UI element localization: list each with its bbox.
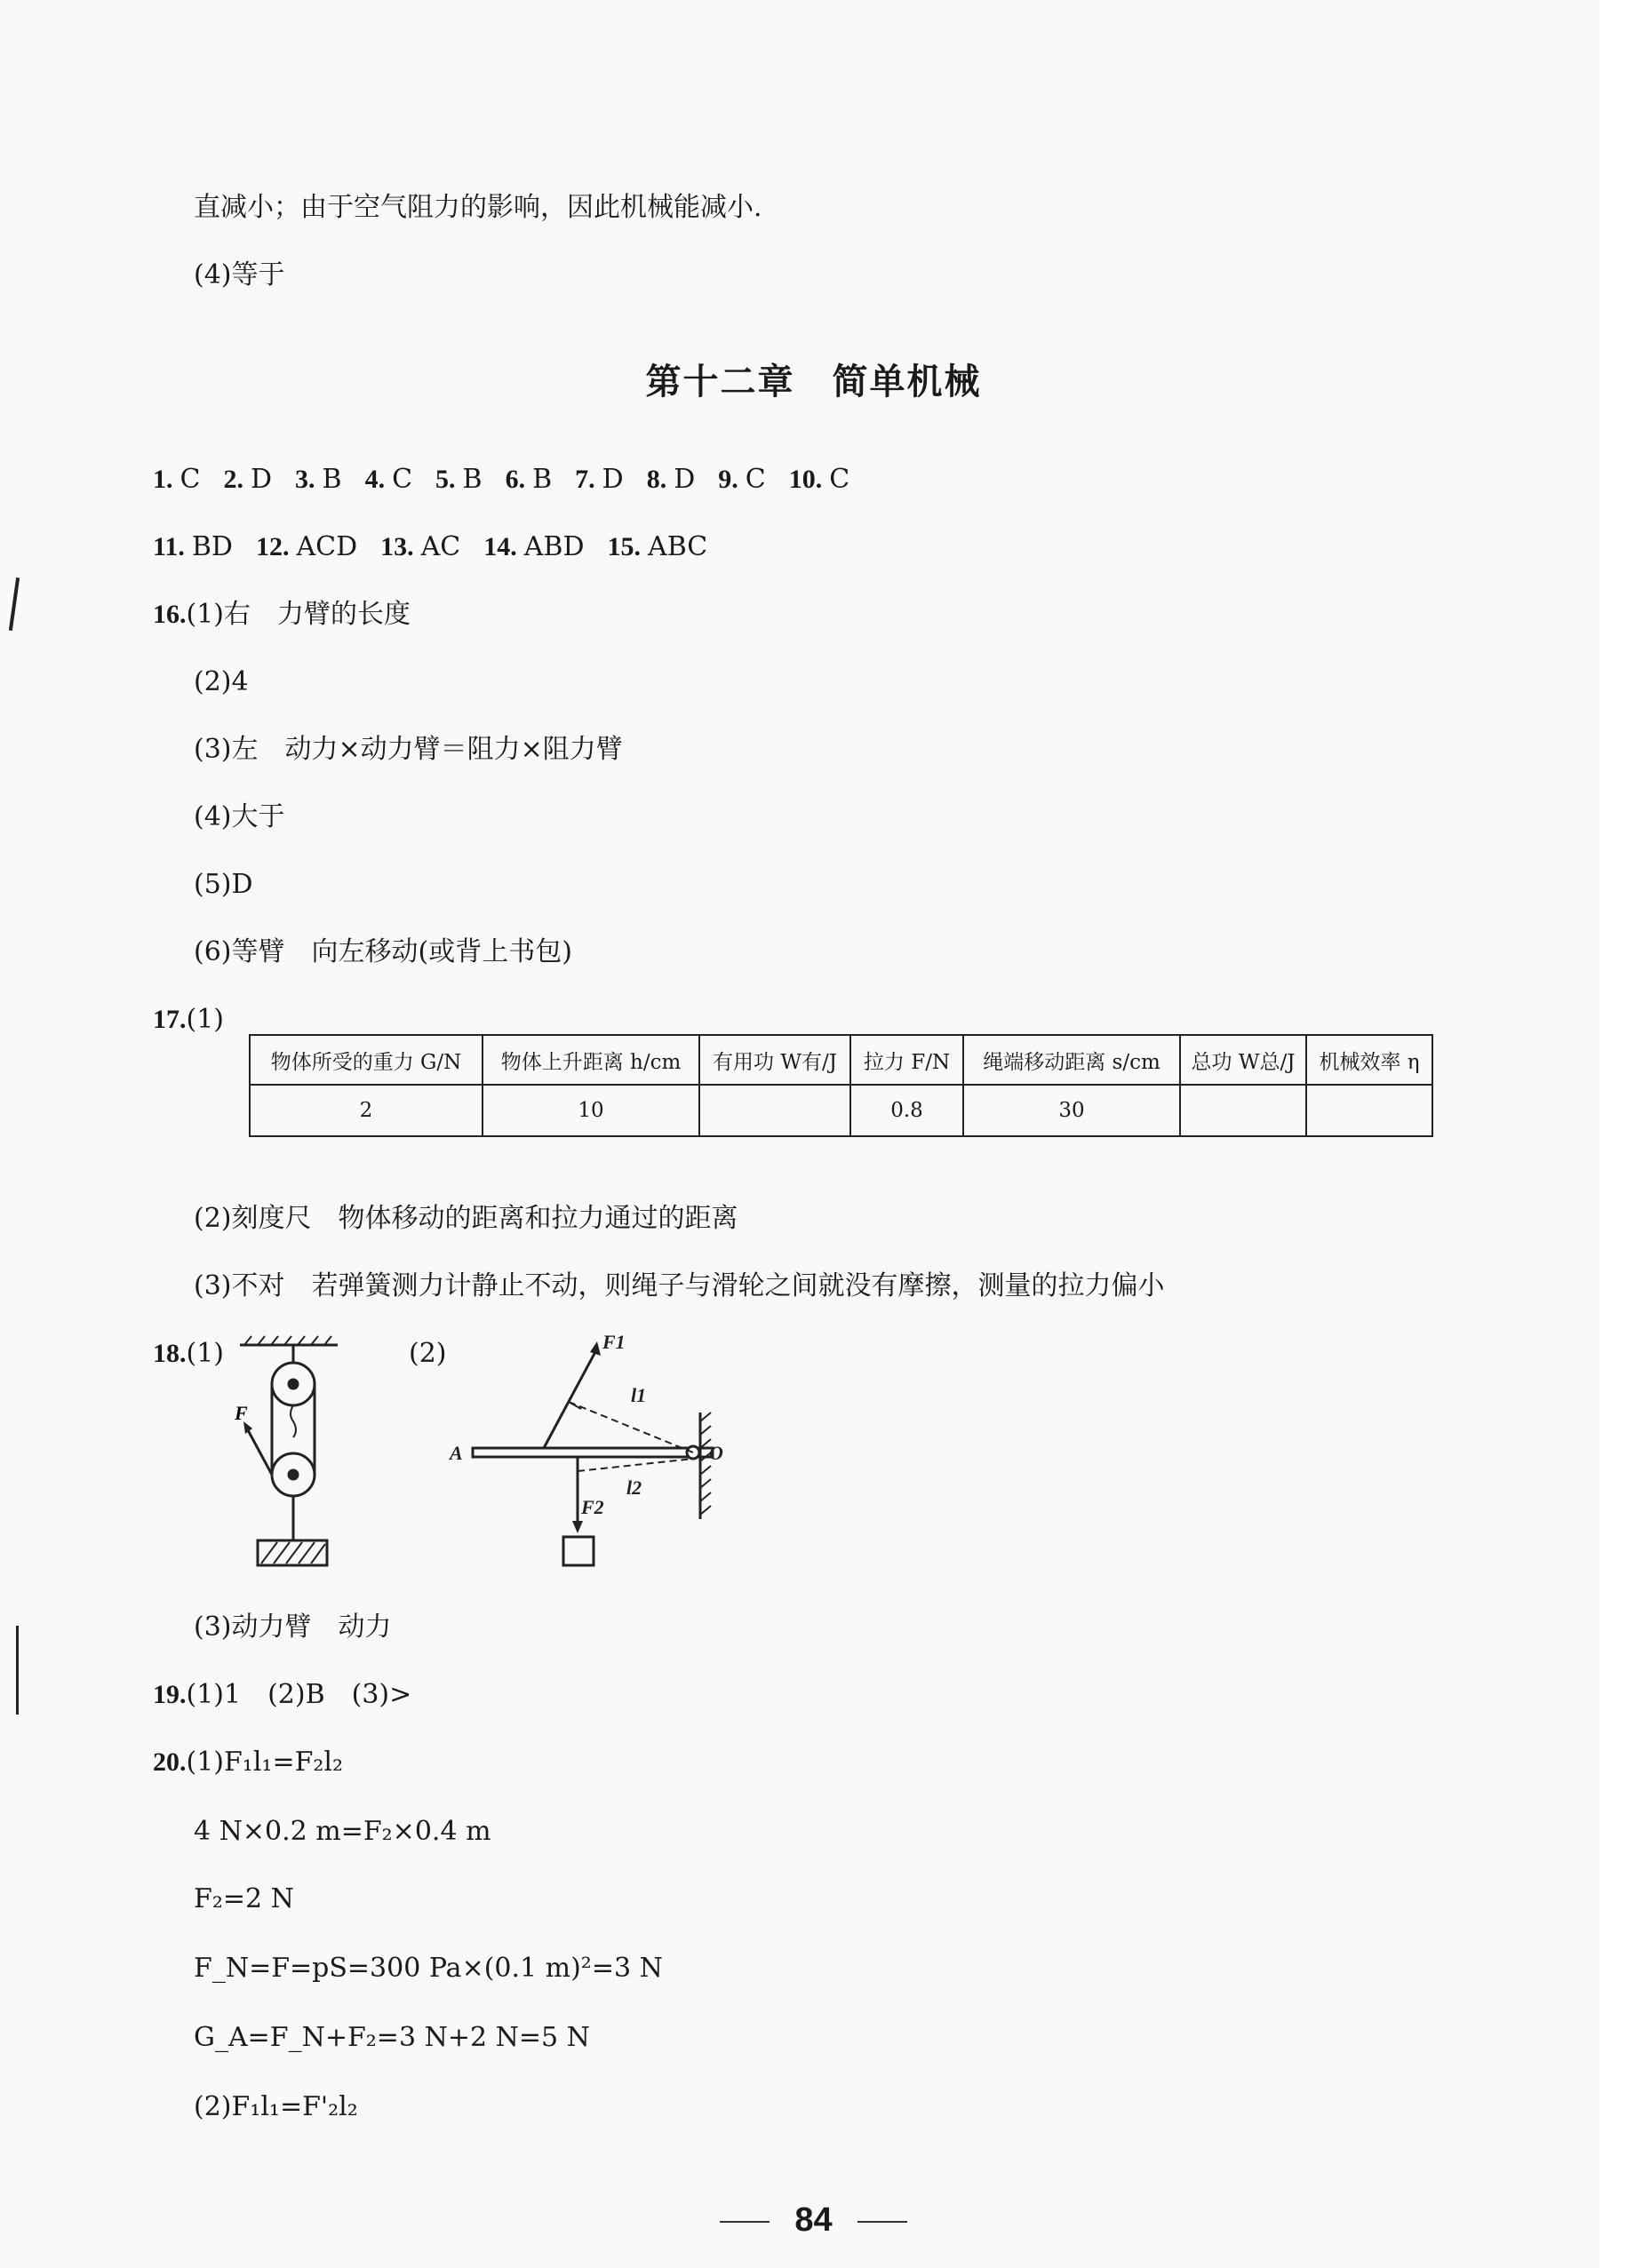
label-l1: l1 <box>631 1384 647 1406</box>
mc-answer <box>256 529 357 565</box>
answer-letter: C <box>745 464 766 495</box>
mc-answer <box>380 529 460 565</box>
lever-diagram <box>444 1324 738 1581</box>
equation: F₂=2 N <box>194 1883 294 1914</box>
table-cell: 10 <box>483 1085 699 1136</box>
scan-mark <box>16 1626 19 1715</box>
answer-text: (1) <box>186 1004 224 1035</box>
arrow-head <box>590 1341 601 1356</box>
mc-answer <box>608 529 708 565</box>
question-number: 10. <box>788 465 823 494</box>
question-number: 19. <box>153 1680 187 1709</box>
question-number: 9. <box>718 465 738 494</box>
label-f1: F1 <box>602 1331 626 1353</box>
right-angle-mark <box>569 1402 581 1409</box>
chapter-title: 第十二章 简单机械 <box>645 362 982 402</box>
mc-answer <box>718 462 765 497</box>
mc-answer <box>223 462 272 497</box>
question-number: 8. <box>646 465 667 494</box>
mc-answer <box>647 462 696 497</box>
answer-text: (2) <box>409 1338 447 1369</box>
dash-left <box>720 2221 770 2223</box>
lever-bar <box>473 1448 713 1457</box>
movable-pulley-axle <box>289 1470 298 1479</box>
arm-l1-dashed <box>569 1402 693 1452</box>
table-row <box>250 1085 1432 1136</box>
table-header-cell: 绳端移动距离 s/cm <box>963 1035 1180 1085</box>
mc-answer <box>365 462 412 497</box>
answer-text: (6)等臂 向左移动(或背上书包) <box>194 936 572 967</box>
question-number: 17. <box>153 1005 187 1034</box>
question-number: 14. <box>483 532 517 561</box>
question-number: 16. <box>153 600 187 629</box>
table-header-cell: 物体上升距离 h/cm <box>483 1035 699 1085</box>
table-cell <box>699 1085 850 1136</box>
question-number: 5. <box>435 465 456 494</box>
answer-letter: ACD <box>296 531 358 562</box>
answer-text: (3)左 动力×动力臂＝阻力×阻力臂 <box>194 734 623 765</box>
question-17 <box>153 1002 224 1038</box>
answer-text: (1)右 力臂的长度 <box>186 599 411 630</box>
question-number: 13. <box>380 532 414 561</box>
answer-letter: C <box>829 464 850 495</box>
answer-text: (3)不对 若弹簧测力计静止不动，则绳子与滑轮之间就没有摩擦，测量的拉力偏小 <box>194 1270 1165 1301</box>
mc-answer <box>575 462 624 497</box>
mc-answer <box>789 462 849 497</box>
table-cell: 0.8 <box>850 1085 963 1136</box>
answer-text: (3)动力臂 动力 <box>194 1611 392 1643</box>
question-number: 18. <box>153 1339 187 1368</box>
arrow-head <box>572 1521 583 1533</box>
question-number: 7. <box>575 465 595 494</box>
label-f2: F2 <box>581 1496 604 1518</box>
table-header-cell: 有用功 W有/J <box>699 1035 850 1085</box>
answer-letter: AC <box>420 531 461 562</box>
answer-letter: ABC <box>648 531 708 562</box>
table-header-cell: 拉力 F/N <box>850 1035 963 1085</box>
label-a: A <box>450 1442 463 1464</box>
mc-answers-row-2 <box>153 529 730 565</box>
page-number-text: 84 <box>794 2201 833 2239</box>
answer-letter: D <box>250 464 273 495</box>
hanging-weight <box>563 1537 594 1565</box>
table-header-cell: 总功 W总/J <box>1180 1035 1306 1085</box>
question-number: 3. <box>295 465 315 494</box>
answer-letter: B <box>462 464 483 495</box>
question-number: 12. <box>255 532 290 561</box>
question-19 <box>153 1677 411 1713</box>
question-number: 20. <box>153 1747 187 1777</box>
question-18 <box>153 1336 224 1372</box>
answer-text: (2)刻度尺 物体移动的距离和拉力通过的距离 <box>194 1203 738 1234</box>
answer-text: (4)大于 <box>194 801 285 832</box>
table-cell <box>1180 1085 1306 1136</box>
load-block <box>258 1540 327 1565</box>
load-hatch <box>261 1542 325 1564</box>
label-l2: l2 <box>626 1476 642 1499</box>
answer-letter: BD <box>191 531 233 562</box>
answer-letter: B <box>532 464 553 495</box>
page-number <box>0 2201 1627 2240</box>
question-number: 6. <box>505 465 526 494</box>
answer-text: (2)4 <box>194 666 249 697</box>
answer-letter: C <box>179 464 201 495</box>
equation: F_N=F=pS=300 Pa×(0.1 m)²=3 N <box>194 1953 663 1984</box>
fulcrum-pivot <box>687 1446 699 1459</box>
text-line: 直减小；由于空气阻力的影响，因此机械能减小. <box>194 192 762 223</box>
arm-l2-dashed <box>578 1459 693 1471</box>
mc-answer <box>483 529 584 565</box>
answer-letter: ABD <box>523 531 585 562</box>
force-label: F <box>235 1402 248 1424</box>
question-20 <box>153 1745 343 1780</box>
answer-letter: C <box>392 464 413 495</box>
mc-answer <box>295 462 342 497</box>
question-number: 2. <box>223 465 243 494</box>
pulley-diagram <box>222 1333 364 1572</box>
question-number: 1. <box>153 465 173 494</box>
table-cell <box>1306 1085 1432 1136</box>
label-o: O <box>709 1442 723 1464</box>
question-number: 4. <box>364 465 386 494</box>
question-16 <box>153 597 411 633</box>
text-line: (4)等于 <box>194 259 285 290</box>
mc-answer <box>153 462 200 497</box>
answer-text: (5)D <box>194 869 253 900</box>
question-number: 11. <box>153 532 185 561</box>
fixed-pulley-axle <box>289 1380 298 1389</box>
table-cell: 2 <box>250 1085 483 1136</box>
mc-answer <box>506 462 553 497</box>
dash-right <box>857 2221 907 2223</box>
answer-letter: D <box>602 464 624 495</box>
force-f1-line <box>544 1349 597 1448</box>
equation: G_A=F_N+F₂=3 N+2 N=5 N <box>194 2022 590 2053</box>
equation: 4 N×0.2 m=F₂×0.4 m <box>194 1816 491 1847</box>
mc-answer <box>435 462 483 497</box>
equation: (2)F₁l₁=F'₂l₂ <box>194 2091 358 2122</box>
answer-letter: D <box>674 464 696 495</box>
table-cell: 30 <box>963 1085 1180 1136</box>
table-header-row <box>250 1035 1432 1085</box>
table-header-cell: 机械效率 η <box>1306 1035 1432 1085</box>
answer-text: (1) <box>186 1338 224 1369</box>
equation: (1)F₁l₁=F₂l₂ <box>186 1747 344 1778</box>
rope-free-end <box>247 1428 272 1475</box>
question-number: 15. <box>607 532 642 561</box>
answer-text: (1)1 (2)B (3)> <box>186 1679 412 1710</box>
answer-letter: B <box>322 464 342 495</box>
table-header-cell: 物体所受的重力 G/N <box>250 1035 483 1085</box>
mc-answers-row-1 <box>153 462 873 497</box>
mc-answer <box>153 529 233 565</box>
hook <box>291 1405 296 1437</box>
q17-data-table <box>249 1034 1433 1137</box>
